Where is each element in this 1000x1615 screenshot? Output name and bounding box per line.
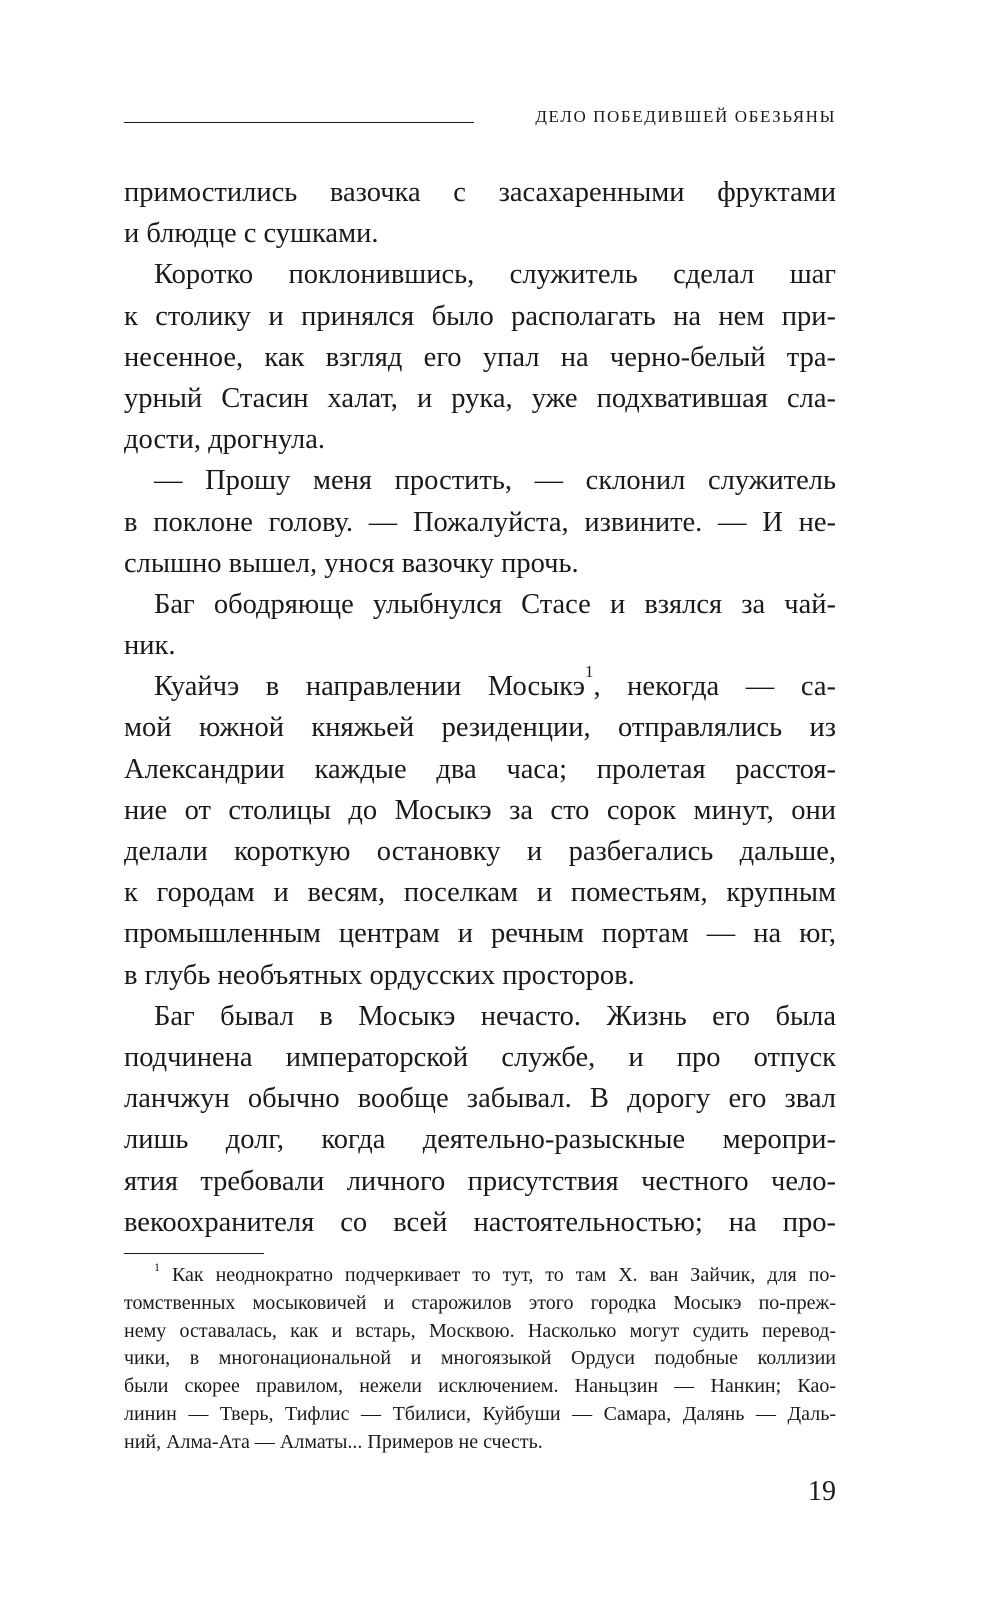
footnote bbox=[124, 1262, 836, 1457]
footnote-line: были скорее правилом, нежели исключением. Наньцзин — Нанкин; Као- bbox=[124, 1375, 836, 1398]
text-line: ник. bbox=[124, 630, 176, 662]
text-line: слышно вышел, унося вазочку прочь. bbox=[124, 547, 579, 579]
text-line: примостились вазочка с засахаренными фруктами bbox=[124, 177, 836, 208]
footnote-line bbox=[124, 1262, 836, 1290]
footnote-marker: 1 bbox=[154, 1260, 160, 1274]
header-rule bbox=[124, 122, 474, 123]
text-fragment: Куайчэ в направлении Мосыкэ bbox=[154, 671, 585, 703]
text-line: промышленным центрам и речным портам — на юг, bbox=[124, 918, 836, 950]
text-line: делали короткую остановку и разбегались дальше, bbox=[124, 836, 836, 867]
running-header bbox=[124, 103, 836, 133]
footnote-line: ний, Алма-Ата — Алматы... Примеров не счесть. bbox=[124, 1430, 543, 1453]
footnote-rule bbox=[124, 1253, 264, 1254]
footnote-line: чики, в многонациональной и многоязыкой Ордуси подобные коллизии bbox=[124, 1347, 836, 1370]
text-line: мой южной княжьей резиденции, отправлялись из bbox=[124, 712, 836, 744]
text-line: урный Стасин халат, и рука, уже подхватившая сла- bbox=[124, 382, 836, 414]
text-line: в поклоне голову. — Пожалуйста, извините. — И не- bbox=[124, 506, 836, 538]
text-line: дости, дрогнула. bbox=[124, 424, 326, 456]
text-line: ние от столицы до Мосыкэ за сто сорок минут, они bbox=[124, 794, 836, 826]
footnote-reference[interactable]: 1 bbox=[584, 662, 594, 682]
text-line: лишь долг, когда деятельно-разыскные меропри- bbox=[124, 1124, 836, 1156]
text-fragment: , некогда — са- bbox=[593, 671, 836, 703]
text-line: Коротко поклонившись, служитель сделал шаг bbox=[154, 259, 836, 291]
text-line: в глубь необъятных ордусских просторов. bbox=[124, 959, 635, 991]
text-line: к столику и принялся было располагать на нем при- bbox=[124, 300, 836, 332]
text-line: ятия требовали личного присутствия честного чело- bbox=[124, 1165, 836, 1197]
text-fragment: Как неоднократно подчеркивает то тут, то там Х. ван Зайчик, для по- bbox=[171, 1264, 836, 1286]
text-line: Баг бывал в Мосыкэ нечасто. Жизнь его была bbox=[154, 1000, 836, 1032]
text-line: Баг ободряюще улыбнулся Стасе и взялся за чай- bbox=[154, 588, 836, 620]
page-number: 19 bbox=[808, 1476, 836, 1507]
footnote-line: нему оставалась, как и встарь, Москвою. Насколько могут судить перевод- bbox=[124, 1319, 836, 1342]
text-line: ланчжун обычно вообще забывал. В дорогу его звал bbox=[124, 1083, 836, 1115]
text-line: Александрии каждые два часа; пролетая расстоя- bbox=[124, 753, 836, 785]
footnote-line: томственных мосыковичей и старожилов этого городка Мосыкэ по-преж- bbox=[124, 1291, 836, 1314]
text-line: подчинена императорской службе, и про отпуск bbox=[124, 1041, 836, 1073]
text-line: векоохранителя со всей настоятельностью; на про- bbox=[124, 1206, 836, 1238]
text-line bbox=[124, 662, 836, 707]
header-title: ДЕЛО ПОБЕДИВШЕЙ ОБЕЗЬЯНЫ bbox=[535, 107, 836, 126]
footnote-line: линин — Тверь, Тифлис — Тбилиси, Куйбуши — Самара, Далянь — Даль- bbox=[124, 1402, 836, 1425]
text-line: и блюдце с сушками. bbox=[124, 218, 379, 250]
text-line: несенное, как взгляд его упал на черно-белый тра- bbox=[124, 341, 836, 373]
main-text bbox=[124, 172, 836, 1243]
text-line: — Прошу меня простить, — склонил служитель bbox=[154, 465, 836, 497]
text-line: к городам и весям, поселкам и поместьям, крупным bbox=[124, 877, 836, 909]
